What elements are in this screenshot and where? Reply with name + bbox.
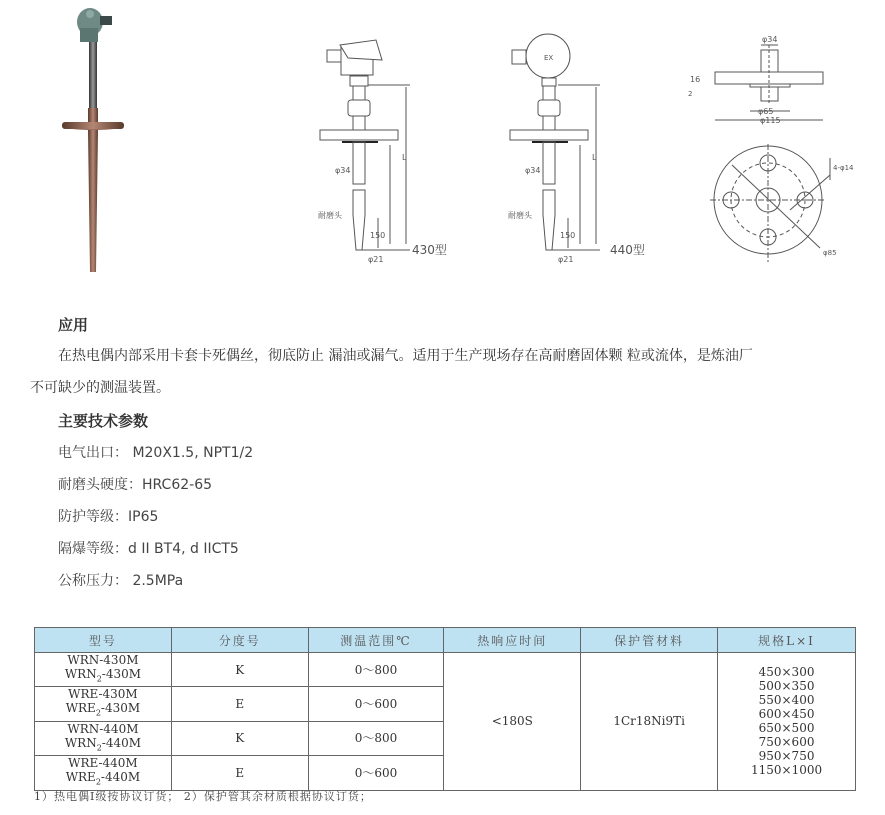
application-text-line2: 不可缺少的测温装置。 bbox=[30, 380, 170, 396]
svg-text:L: L bbox=[592, 153, 597, 162]
spec-label: 电气出口： bbox=[58, 445, 128, 461]
svg-text:16: 16 bbox=[690, 75, 701, 84]
header-size: 规格L×I bbox=[718, 628, 856, 653]
size-item: 600×450 bbox=[758, 707, 815, 722]
spec-nominal-pressure bbox=[58, 570, 183, 590]
header-response-time: 热响应时间 bbox=[444, 628, 581, 653]
response-time-cell: <180S bbox=[444, 653, 581, 791]
table-row bbox=[35, 653, 856, 687]
material-cell: 1Cr18Ni9Ti bbox=[581, 653, 718, 791]
grade-cell: K bbox=[171, 653, 308, 687]
grade-cell: K bbox=[171, 721, 308, 755]
spec-explosion-class bbox=[58, 538, 239, 558]
spec-electrical-outlet bbox=[58, 442, 253, 462]
table-footnote: 1）热电偶I级按协议订货； 2）保护管其余材质根据协议订货； bbox=[34, 790, 372, 803]
model-b: $WRN_2-430M$ bbox=[64, 667, 142, 684]
spec-value: 2.5MPa bbox=[128, 573, 184, 589]
table-header-row bbox=[35, 628, 856, 653]
svg-text:440型: 440型 bbox=[610, 243, 645, 257]
grade-cell: E bbox=[171, 756, 308, 790]
model-cell bbox=[35, 756, 172, 790]
spec-value: d II BT4, d IICT5 bbox=[128, 541, 239, 557]
size-item: 650×500 bbox=[758, 721, 815, 736]
model-b: $WRE_2-440M$ bbox=[65, 770, 141, 787]
svg-text:2: 2 bbox=[688, 90, 693, 98]
svg-text:耐磨头: 耐磨头 bbox=[318, 211, 342, 220]
svg-text:φ85: φ85 bbox=[823, 249, 837, 257]
header-grade: 分度号 bbox=[171, 628, 308, 653]
spec-tip-hardness bbox=[58, 474, 212, 494]
spec-table bbox=[34, 627, 856, 791]
size-item: 950×750 bbox=[758, 749, 815, 764]
size-item: 500×350 bbox=[758, 679, 815, 694]
svg-text:φ21: φ21 bbox=[368, 255, 384, 264]
size-item: 750×600 bbox=[758, 735, 815, 750]
range-cell: 0～800 bbox=[308, 653, 444, 687]
model-a: WRN-430M bbox=[67, 653, 139, 667]
svg-text:4-φ14: 4-φ14 bbox=[833, 164, 854, 172]
svg-text:L: L bbox=[402, 153, 407, 162]
size-item: 550×400 bbox=[758, 693, 815, 708]
spec-label: 公称压力： bbox=[58, 573, 128, 589]
svg-text:150: 150 bbox=[560, 231, 576, 240]
svg-text:φ115: φ115 bbox=[760, 116, 781, 125]
specs-title: 主要技术参数 bbox=[58, 412, 149, 430]
model-430-drawing bbox=[300, 0, 500, 280]
model-b: $WRE_2-430M$ bbox=[65, 701, 141, 718]
model-a: WRE-430M bbox=[68, 687, 138, 702]
spec-protection-class bbox=[58, 506, 158, 526]
grade-cell: E bbox=[171, 687, 308, 721]
model-cell bbox=[35, 687, 172, 721]
svg-text:EX: EX bbox=[544, 54, 554, 62]
model-a: WRN-440M bbox=[67, 721, 139, 736]
application-text-line1: 在热电偶内部采用卡套卡死偶丝，彻底防止 漏油或漏气。适用于生产现场存在高耐磨固体颗 粒或流体，是炼油厂 bbox=[58, 348, 753, 364]
range-cell: 0～800 bbox=[308, 721, 444, 755]
spec-label: 耐磨头硬度： bbox=[58, 477, 142, 493]
header-material: 保护管材料 bbox=[581, 628, 718, 653]
model-b: $WRN_2-440M$ bbox=[64, 735, 142, 753]
range-cell: 0～600 bbox=[308, 687, 444, 721]
spec-label: 防护等级： bbox=[58, 509, 128, 525]
application-title: 应用 bbox=[58, 316, 89, 334]
model-cell bbox=[35, 653, 172, 687]
svg-text:φ65: φ65 bbox=[758, 107, 774, 116]
svg-text:φ34: φ34 bbox=[335, 166, 351, 175]
svg-text:φ21: φ21 bbox=[558, 255, 574, 264]
svg-text:φ34: φ34 bbox=[525, 166, 541, 175]
svg-text:150: 150 bbox=[370, 231, 386, 240]
model-440-drawing bbox=[490, 0, 670, 280]
header-model: 型号 bbox=[35, 628, 172, 653]
size-cell bbox=[718, 653, 856, 791]
header-range: 测温范围℃ bbox=[308, 628, 444, 653]
spec-value: HRC62-65 bbox=[142, 477, 213, 493]
model-cell bbox=[35, 721, 172, 755]
svg-text:φ34: φ34 bbox=[762, 35, 778, 44]
spec-label: 隔爆等级： bbox=[58, 541, 128, 557]
size-item: 1150×1000 bbox=[750, 763, 823, 778]
range-cell: 0～600 bbox=[308, 756, 444, 790]
spec-value: IP65 bbox=[128, 509, 159, 525]
model-a: WRE-440M bbox=[68, 756, 138, 771]
size-item: 450×300 bbox=[758, 665, 815, 680]
thermocouple-photo bbox=[60, 0, 150, 275]
svg-text:耐磨头: 耐磨头 bbox=[508, 211, 532, 220]
spec-value: M20X1.5, NPT1/2 bbox=[128, 445, 254, 461]
svg-text:430型: 430型 bbox=[412, 243, 447, 257]
flange-drawing bbox=[670, 0, 885, 280]
